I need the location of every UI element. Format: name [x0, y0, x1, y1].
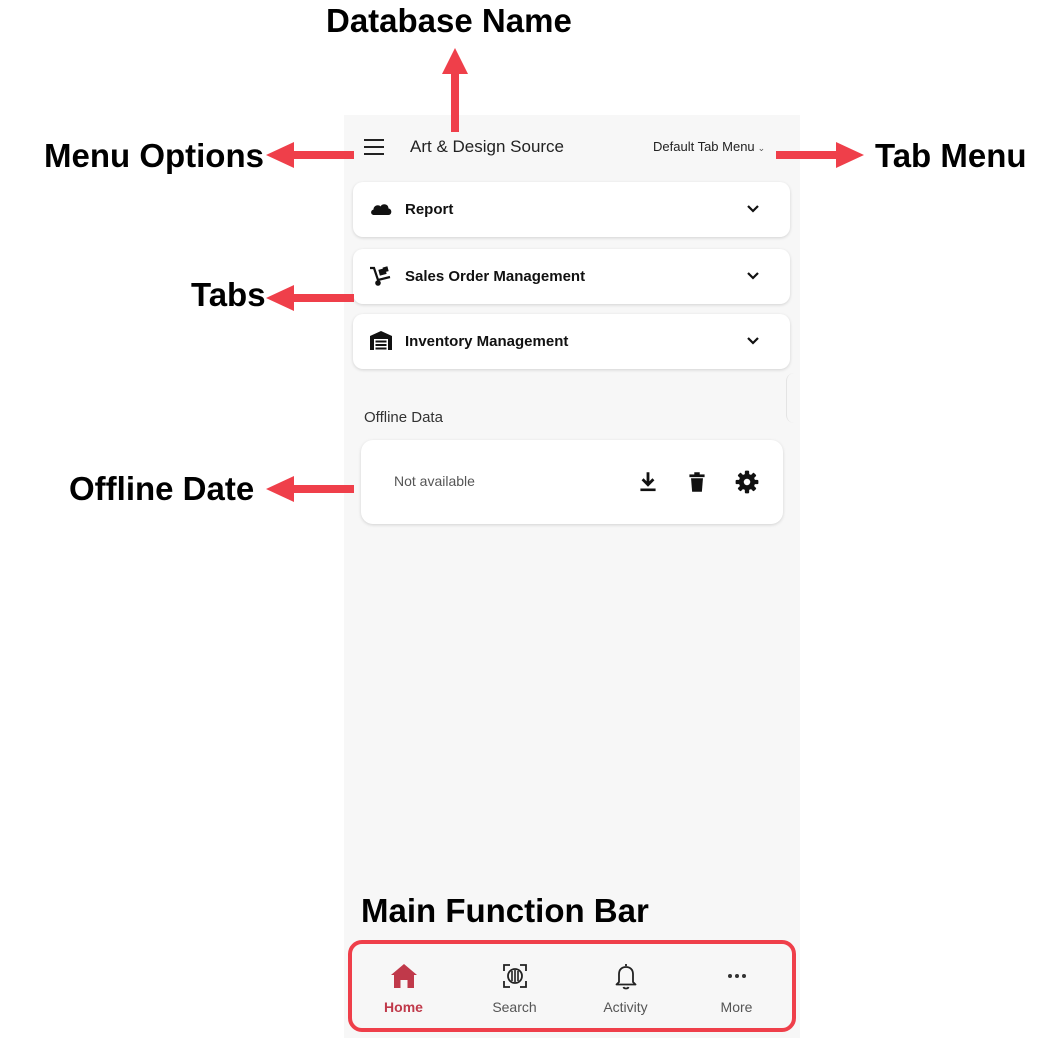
main-function-bar — [348, 941, 792, 1029]
annotation-tab-menu: Tab Menu — [875, 137, 1027, 174]
nav-label: More — [720, 999, 753, 1015]
scroll-edge — [786, 373, 799, 423]
trash-icon[interactable] — [684, 469, 710, 495]
gear-icon[interactable] — [734, 469, 760, 495]
chevron-down-icon — [746, 269, 760, 283]
download-icon[interactable] — [635, 469, 661, 495]
nav-label: Activity — [603, 999, 648, 1015]
annotation-menu-options: Menu Options — [44, 137, 264, 174]
warehouse-icon — [369, 330, 393, 352]
home-icon — [389, 961, 419, 991]
database-name: Art & Design Source — [410, 137, 565, 156]
annotation-offline-date: Offline Date — [69, 470, 255, 507]
hand-truck-icon — [369, 265, 393, 287]
nav-label: Home — [384, 999, 423, 1015]
chevron-down-icon — [746, 334, 760, 348]
nav-home[interactable] — [348, 941, 459, 1029]
annotation-database-name: Database Name — [326, 2, 572, 39]
offline-data-title: Offline Data — [364, 409, 443, 426]
arrow-left-icon — [266, 474, 354, 504]
more-icon — [722, 961, 752, 991]
tab-label: Sales Order Management — [405, 268, 586, 285]
top-app-bar — [344, 115, 800, 179]
bell-icon — [611, 961, 641, 991]
annotation-tabs: Tabs — [191, 276, 266, 313]
arrow-left-icon — [266, 283, 354, 313]
nav-activity[interactable] — [570, 941, 681, 1029]
arrow-up-icon — [440, 48, 470, 132]
nav-search[interactable] — [459, 941, 570, 1029]
annotation-main-function-bar: Main Function Bar — [361, 892, 649, 929]
offline-data-card — [361, 440, 783, 524]
arrow-right-icon — [776, 140, 864, 170]
nav-label: Search — [492, 999, 537, 1015]
hamburger-icon[interactable] — [364, 139, 384, 155]
chevron-down-icon: ⌄ — [757, 143, 766, 153]
chevron-down-icon — [746, 202, 760, 216]
tab-report[interactable] — [353, 182, 790, 237]
tab-label: Inventory Management — [405, 333, 569, 350]
tab-sales-order-management[interactable] — [353, 249, 790, 304]
tab-inventory-management[interactable] — [353, 314, 790, 369]
scan-icon — [500, 961, 530, 991]
tab-label: Report — [405, 201, 454, 218]
cloud-icon — [369, 198, 393, 220]
nav-more[interactable] — [681, 941, 792, 1029]
arrow-left-icon — [266, 140, 354, 170]
tab-menu-label: Default Tab Menu — [653, 139, 755, 154]
offline-status: Not available — [394, 473, 475, 489]
tab-menu-dropdown[interactable] — [653, 139, 765, 154]
